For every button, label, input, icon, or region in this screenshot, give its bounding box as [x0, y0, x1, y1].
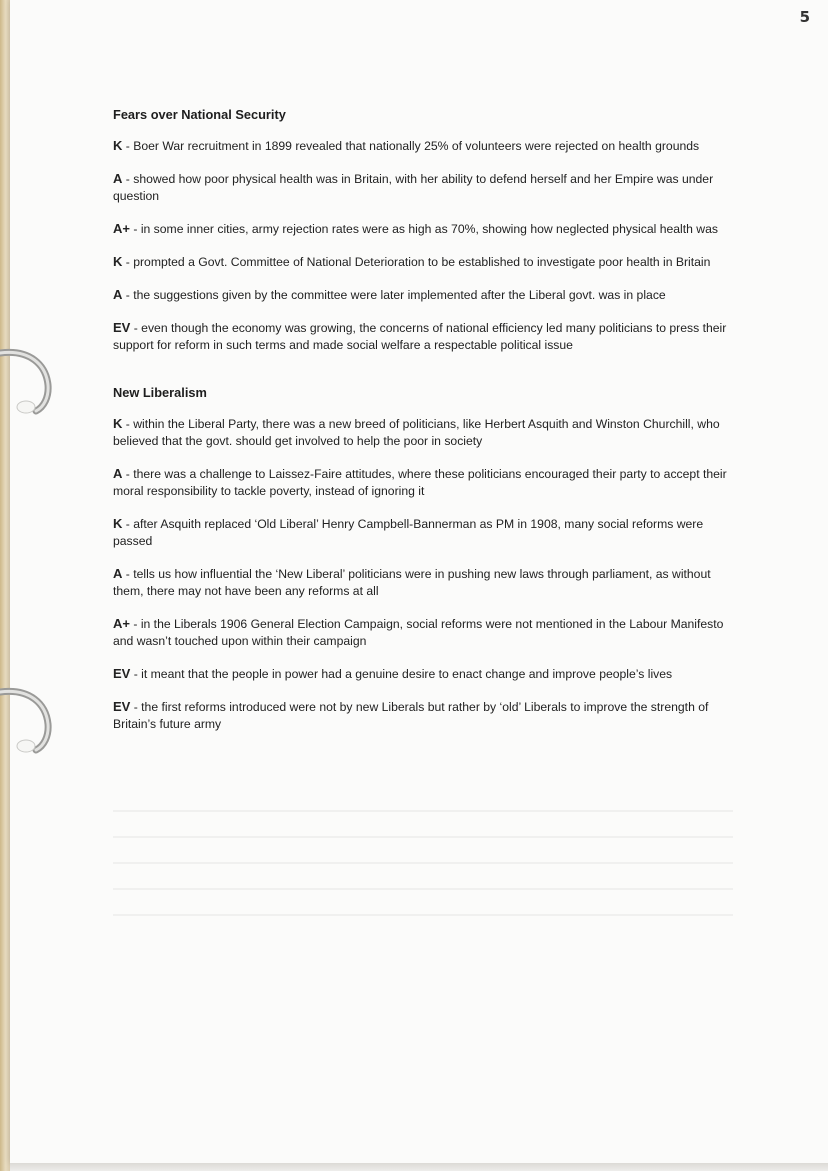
- document-page: [10, 0, 828, 1163]
- point-tag: K: [113, 138, 123, 153]
- note-point: [113, 286, 733, 304]
- point-text: - the suggestions given by the committee were later implemented after the Liberal govt. was in place: [122, 288, 666, 302]
- page-number: 5: [799, 8, 810, 26]
- note-point: [113, 319, 733, 354]
- point-text: - even though the economy was growing, the concerns of national efficiency led many politicians to press their support for reform in such terms and made social welfare a respectable political issue: [113, 321, 727, 352]
- show-through-text: [113, 810, 733, 940]
- point-tag: A+: [113, 616, 130, 631]
- point-text: - Boer War recruitment in 1899 revealed that nationally 25% of volunteers were rejected on health grounds: [122, 139, 700, 153]
- point-tag: EV: [113, 699, 131, 714]
- point-text: - showed how poor physical health was in Britain, with her ability to defend herself and her Empire was under question: [113, 172, 714, 203]
- note-point: [113, 615, 733, 650]
- point-text: - in the Liberals 1906 General Election Campaign, social reforms were not mentioned in the Labour Manifesto and wasn’t touched upon within their campaign: [113, 617, 724, 648]
- point-text: - there was a challenge to Laissez-Faire attitudes, where these politicians encouraged their party to accept their moral responsibility to tackle poverty, instead of ignoring it: [113, 467, 727, 498]
- binder-ring-icon: [0, 684, 64, 754]
- point-tag: A: [113, 566, 123, 581]
- point-tag: A+: [113, 221, 130, 236]
- note-point: [113, 220, 733, 238]
- point-tag: K: [113, 254, 123, 269]
- notes-content: [113, 106, 733, 748]
- point-tag: A: [113, 287, 123, 302]
- binder-ring-icon: [0, 345, 64, 415]
- point-text: - tells us how influential the ‘New Liberal’ politicians were in pushing new laws through parliament, as without them, there may not have been any reforms at all: [113, 567, 711, 598]
- point-text: - after Asquith replaced ‘Old Liberal’ Henry Campbell-Bannerman as PM in 1908, many social reforms were passed: [113, 517, 704, 548]
- section-heading-national-security: Fears over National Security: [113, 107, 286, 122]
- page-edge: [10, 1163, 828, 1171]
- note-point: [113, 415, 733, 450]
- point-tag: A: [113, 466, 123, 481]
- note-point: [113, 515, 733, 550]
- note-point: [113, 698, 733, 733]
- point-tag: A: [113, 171, 123, 186]
- note-point: [113, 137, 733, 155]
- note-point: [113, 465, 733, 500]
- point-tag: EV: [113, 666, 131, 681]
- point-text: - prompted a Govt. Committee of National Deterioration to be established to investigate poor health in Britain: [122, 255, 711, 269]
- point-text: - in some inner cities, army rejection rates were as high as 70%, showing how neglected physical health was: [129, 222, 718, 236]
- note-point: [113, 253, 733, 271]
- section-heading-new-liberalism: New Liberalism: [113, 385, 207, 400]
- point-tag: K: [113, 416, 123, 431]
- point-text: - the first reforms introduced were not by new Liberals but rather by ‘old’ Liberals to improve the strength of Britain’s future army: [113, 700, 709, 731]
- point-text: - it meant that the people in power had a genuine desire to enact change and improve people’s lives: [130, 667, 673, 681]
- note-point: [113, 170, 733, 205]
- section-gap: [113, 369, 733, 384]
- note-point: [113, 665, 733, 683]
- point-tag: K: [113, 516, 123, 531]
- note-point: [113, 565, 733, 600]
- point-tag: EV: [113, 320, 131, 335]
- point-text: - within the Liberal Party, there was a new breed of politicians, like Herbert Asquith and Winston Churchill, who believed that the govt. should get involved to help the poor in society: [113, 417, 720, 448]
